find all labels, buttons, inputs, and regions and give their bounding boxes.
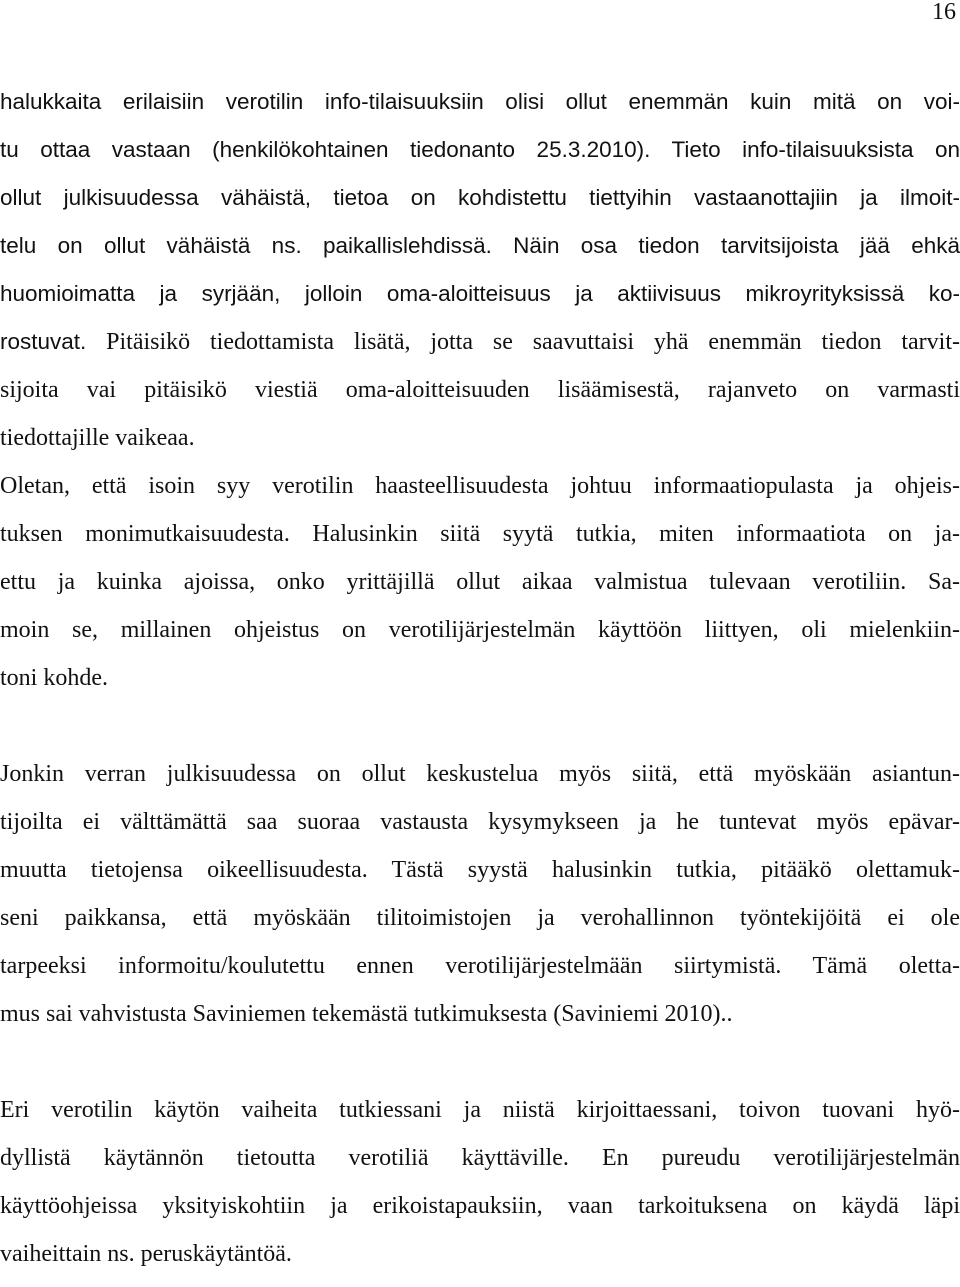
text-line-segment: rostuvat. [0, 329, 87, 354]
text-line: sijoita vai pitäisikö viestiä oma-aloitteisuuden lisäämisestä, rajanveto on varmasti [0, 377, 960, 403]
text-line [0, 328, 960, 356]
text-line: telu on ollut vähäistä ns. paikallislehdissä. Näin osa tiedon tarvitsijoista jää ehkä [0, 233, 960, 258]
text-line: ollut julkisuudessa vähäistä, tietoa on kohdistettu tiettyihin vastaanottajiin ja ilmoit- [0, 185, 960, 210]
text-line: tiedottajille vaikeaa. [0, 425, 195, 451]
text-line: Jonkin verran julkisuudessa on ollut keskustelua myös siitä, että myöskään asiantun- [0, 761, 960, 787]
text-line: toni kohde. [0, 665, 108, 691]
text-line: tuksen monimutkaisuudesta. Halusinkin siitä syytä tutkia, miten informaatiota on ja- [0, 521, 960, 547]
text-line: tijoilta ei välttämättä saa suoraa vastausta kysymykseen ja he tuntevat myös epävar- [0, 809, 960, 835]
text-line: ettu ja kuinka ajoissa, onko yrittäjillä ollut aikaa valmistua tulevaan verotiliin. Sa- [0, 569, 960, 595]
text-line: muutta tietojensa oikeellisuudesta. Tästä syystä halusinkin tutkia, pitääkö olettamuk- [0, 857, 960, 883]
page-number: 16 [932, 0, 956, 25]
text-line: halukkaita erilaisiin verotilin info-tilaisuuksiin olisi ollut enemmän kuin mitä on voi- [0, 89, 960, 114]
text-line: huomioimatta ja syrjään, jolloin oma-aloitteisuus ja aktiivisuus mikroyrityksissä ko- [0, 281, 960, 306]
text-line: tarpeeksi informoitu/koulutettu ennen verotilijärjestelmään siirtymistä. Tämä oletta- [0, 953, 960, 979]
text-line: Oletan, että isoin syy verotilin haasteellisuudesta johtuu informaatiopulasta ja ohjeis- [0, 473, 960, 499]
text-line: dyllistä käytännön tietoutta verotiliä käyttäville. En pureudu verotilijärjestelmän [0, 1145, 960, 1171]
text-line: tu ottaa vastaan (henkilökohtainen tiedonanto 25.3.2010). Tieto info-tilaisuuksista on [0, 137, 960, 162]
text-line: moin se, millainen ohjeistus on verotilijärjestelmän käyttöön liittyen, oli mielenkiin- [0, 617, 960, 643]
text-line-segment: Pitäisikö tiedottamista lisätä, jotta se saavuttaisi yhä enemmän tiedon tarvit- [86, 329, 960, 355]
text-line: vaiheittain ns. peruskäytäntöä. [0, 1241, 292, 1267]
text-line: seni paikkansa, että myöskään tilitoimistojen ja verohallinnon työntekijöitä ei ole [0, 905, 960, 931]
text-line: Eri verotilin käytön vaiheita tutkiessani ja niistä kirjoittaessani, toivon tuovani hyö- [0, 1097, 960, 1123]
text-line: mus sai vahvistusta Saviniemen tekemästä tutkimuksesta (Saviniemi 2010).. [0, 1001, 733, 1027]
text-line: käyttöohjeissa yksityiskohtiin ja erikoistapauksiin, vaan tarkoituksena on käydä läpi [0, 1193, 960, 1219]
